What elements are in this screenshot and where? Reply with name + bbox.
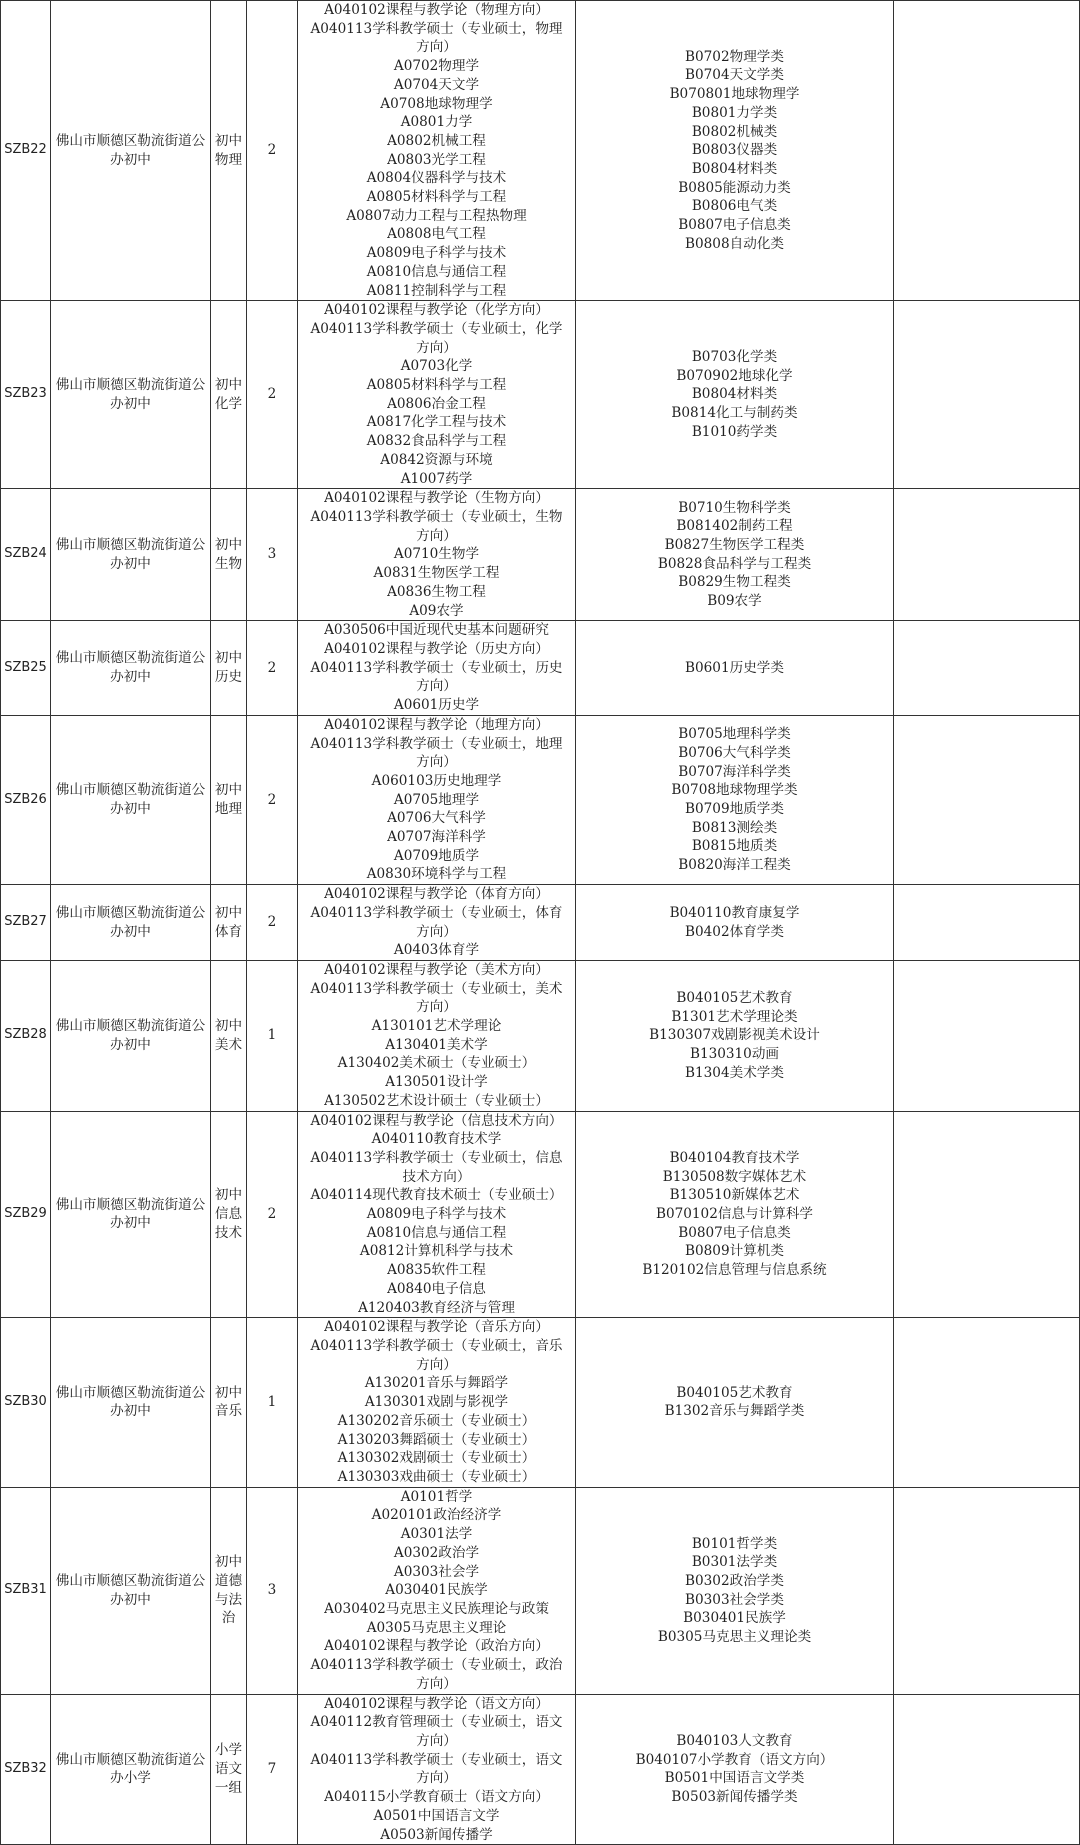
hiring-count: 1 [247,960,298,1111]
hiring-count: 3 [247,1487,298,1694]
postgrad-major: A0801力学 [400,114,473,131]
undergrad-major: B0803仪器类 [691,142,778,159]
remark [894,715,1080,884]
undergrad-major: B0703化学类 [691,349,778,365]
postgrad-major: A040113学科教学硕士（专业硕士，美术方向） [310,980,563,1016]
undergrad-major: B130510新媒体艺术 [669,1187,800,1204]
table-row [1,621,1080,716]
postgrad-majors [298,960,576,1111]
postgrad-majors [298,621,576,716]
subject: 初中化学 [211,301,247,489]
postgrad-major: A130202音乐硕士（专业硕士） [337,1412,536,1429]
postgrad-major: A0810信息与通信工程 [366,1224,507,1241]
postgrad-major: A020101政治经济学 [371,1507,502,1524]
undergrad-major: B1304美术学类 [685,1064,784,1081]
postgrad-major: A040113学科教学硕士（专业硕士，体育方向） [310,904,563,940]
postgrad-major: A0706大气科学 [387,810,486,827]
undergrad-major: B081402制药工程 [676,518,793,535]
hiring-unit: 佛山市顺德区勒流街道公办小学 [51,1694,211,1845]
hiring-count: 2 [247,621,298,716]
postgrad-major: A040102课程与教学论（历史方向） [324,640,549,657]
postgrad-major: A0806冶金工程 [387,395,486,412]
subject: 初中美术 [211,960,247,1111]
postgrad-major: A0303社会学 [393,1563,480,1580]
postgrad-major: A0835软件工程 [387,1262,486,1279]
postgrad-major: A0810信息与通信工程 [366,263,507,280]
undergrad-major: B0804材料类 [691,160,778,177]
postgrad-major: A0705地理学 [393,791,480,808]
undergrad-majors [576,1318,894,1487]
postgrad-majors [298,301,576,489]
undergrad-major: B0807电子信息类 [678,1224,791,1241]
undergrad-major: B0815地质类 [691,838,778,855]
undergrad-major: B0303社会学类 [685,1591,784,1608]
undergrad-major: B0101哲学类 [691,1535,778,1552]
postgrad-major: A0805材料科学与工程 [366,377,507,394]
undergrad-majors [576,1,894,301]
postgrad-major: A130203舞蹈硕士（专业硕士） [337,1431,536,1448]
undergrad-major: B0301法学类 [691,1554,778,1571]
postgrad-major: A0710生物学 [393,546,480,563]
hiring-count: 3 [247,489,298,621]
postgrad-major: A040102课程与教学论（美术方向） [324,961,549,978]
table-row [1,960,1080,1111]
subject: 初中信息技术 [211,1111,247,1318]
undergrad-major: B040107小学教育（语文方向） [635,1751,834,1768]
undergrad-major: B0705地理科学类 [678,726,791,743]
remark [894,621,1080,716]
undergrad-major: B0820海洋工程类 [678,857,791,874]
postgrad-majors [298,715,576,884]
postgrad-major: A0709地质学 [393,847,480,864]
postgrad-majors [298,885,576,961]
undergrad-major: B070801地球物理学 [669,86,800,103]
undergrad-major: B0808自动化类 [685,235,784,252]
table-row [1,885,1080,961]
table-row [1,1487,1080,1694]
position-code: SZB26 [1,715,51,884]
table-row [1,1,1080,301]
subject: 初中道德与法治 [211,1487,247,1694]
postgrad-major: A0707海洋科学 [387,829,486,846]
hiring-unit: 佛山市顺德区勒流街道公办初中 [51,301,211,489]
position-code: SZB30 [1,1318,51,1487]
undergrad-major: B040110教育康复学 [669,904,800,921]
postgrad-major: A120403教育经济与管理 [358,1299,515,1316]
undergrad-major: B120102信息管理与信息系统 [642,1262,827,1279]
hiring-count: 2 [247,1,298,301]
undergrad-major: B0801力学类 [691,104,778,121]
undergrad-major: B1301艺术学理论类 [671,1008,798,1025]
undergrad-major: B040104教育技术学 [669,1149,800,1166]
undergrad-majors [576,715,894,884]
postgrad-major: A040110教育技术学 [371,1131,502,1148]
postgrad-major: A040113学科教学硕士（专业硕士，生物方向） [310,509,563,544]
hiring-unit: 佛山市顺德区勒流街道公办初中 [51,1318,211,1487]
postgrad-major: A0501中国语言文学 [373,1807,500,1824]
hiring-count: 2 [247,1111,298,1318]
postgrad-major: A040102课程与教学论（地理方向） [324,716,549,733]
undergrad-major: B0708地球物理学类 [671,782,798,799]
postgrad-major: A0802机械工程 [387,132,486,149]
hiring-count: 1 [247,1318,298,1487]
undergrad-major: B0809计算机类 [685,1243,784,1260]
undergrad-major: B030401民族学 [683,1610,786,1627]
hiring-unit: 佛山市顺德区勒流街道公办初中 [51,621,211,716]
postgrad-major: A060103历史地理学 [371,772,502,789]
undergrad-major: B0805能源动力类 [678,179,791,196]
postgrad-major: A040102课程与教学论（语文方向） [324,1695,549,1712]
undergrad-majors [576,301,894,489]
undergrad-major: B0813测绘类 [691,819,778,836]
postgrad-major: A040114现代教育技术硕士（专业硕士） [310,1187,563,1204]
postgrad-major: A0817化学工程与技术 [366,414,507,431]
position-code: SZB22 [1,1,51,301]
postgrad-major: A0808电气工程 [387,226,486,243]
table-row [1,715,1080,884]
hiring-count: 2 [247,885,298,961]
table-row [1,301,1080,489]
postgrad-major: A0803光学工程 [387,151,486,168]
postgrad-major: A040112教育管理硕士（专业硕士，语文方向） [310,1714,563,1750]
postgrad-majors [298,1318,576,1487]
undergrad-major: B070902地球化学 [676,367,793,384]
remark [894,885,1080,961]
remark [894,1,1080,301]
undergrad-major: B0807电子信息类 [678,217,791,234]
postgrad-major: A0601历史学 [393,697,480,714]
postgrad-major: A040115小学教育硕士（语文方向） [324,1789,549,1806]
postgrad-major: A0831生物医学工程 [373,565,500,582]
postgrad-major: A130402美术硕士（专业硕士） [337,1055,536,1072]
hiring-unit: 佛山市顺德区勒流街道公办初中 [51,1,211,301]
postgrad-major: A0302政治学 [393,1544,480,1561]
postgrad-major: A040113学科教学硕士（专业硕士，历史方向） [310,659,563,695]
postgrad-major: A0830环境科学与工程 [366,866,507,883]
postgrad-major: A09农学 [409,602,464,619]
remark [894,1111,1080,1318]
postgrad-major: A0836生物工程 [387,583,486,600]
undergrad-majors [576,489,894,621]
postgrad-major: A030401民族学 [385,1582,488,1599]
postgrad-major: A1007药学 [400,470,473,487]
remark [894,1694,1080,1845]
postgrad-major: A130401美术学 [385,1036,488,1053]
position-code: SZB24 [1,489,51,621]
undergrad-major: B130307戏剧影视美术设计 [649,1027,820,1044]
postgrad-major: A040102课程与教学论（物理方向） [324,2,549,18]
subject: 小学语文一组 [211,1694,247,1845]
postgrad-major: A040113学科教学硕士（专业硕士，音乐方向） [310,1338,563,1373]
postgrad-major: A130201音乐与舞蹈学 [364,1375,509,1392]
undergrad-major: B0827生物医学工程类 [664,537,805,554]
undergrad-major: B1010药学类 [691,423,778,440]
postgrad-major: A040102课程与教学论（生物方向） [324,490,549,507]
subject: 初中物理 [211,1,247,301]
postgrad-major: A130101艺术学理论 [371,1018,502,1035]
postgrad-major: A0811控制科学与工程 [366,282,507,299]
postgrad-major: A040102课程与教学论（音乐方向） [324,1319,549,1336]
hiring-unit: 佛山市顺德区勒流街道公办初中 [51,1487,211,1694]
hiring-unit: 佛山市顺德区勒流街道公办初中 [51,885,211,961]
position-code: SZB32 [1,1694,51,1845]
postgrad-majors [298,1694,576,1845]
remark [894,960,1080,1111]
postgrad-major: A130501设计学 [385,1074,488,1091]
undergrad-major: B0710生物科学类 [678,499,791,516]
postgrad-major: A040113学科教学硕士（专业硕士，地理方向） [310,735,563,771]
postgrad-major: A0708地球物理学 [380,95,493,112]
undergrad-major: B0706大气科学类 [678,744,791,761]
postgrad-major: A040113学科教学硕士（专业硕士，化学方向） [310,320,563,356]
postgrad-major: A030402马克思主义民族理论与政策 [324,1600,549,1617]
remark [894,489,1080,621]
subject: 初中历史 [211,621,247,716]
postgrad-major: A130302戏剧硕士（专业硕士） [337,1450,536,1467]
postgrad-major: A040113学科教学硕士（专业硕士，政治方向） [310,1657,563,1692]
postgrad-major: A0807动力工程与工程热物理 [346,207,527,224]
hiring-count: 2 [247,715,298,884]
postgrad-major: A0832食品科学与工程 [366,433,507,450]
postgrad-major: A0809电子科学与技术 [366,1206,507,1223]
postgrad-major: A040113学科教学硕士（专业硕士，信息技术方向） [310,1149,563,1185]
undergrad-major: B0601历史学类 [685,659,784,676]
position-code: SZB28 [1,960,51,1111]
undergrad-major: B0305马克思主义理论类 [657,1629,812,1646]
undergrad-majors [576,1694,894,1845]
postgrad-major: A040113学科教学硕士（专业硕士，物理方向） [310,20,563,56]
undergrad-major: B0709地质学类 [685,800,784,817]
undergrad-majors [576,885,894,961]
undergrad-major: B0802机械类 [691,123,778,140]
postgrad-major: A0704天文学 [393,76,480,93]
undergrad-major: B0702物理学类 [685,48,784,65]
remark [894,1318,1080,1487]
undergrad-major: B0402体育学类 [685,923,784,940]
postgrad-major: A0703化学 [400,358,473,375]
postgrad-major: A040102课程与教学论（政治方向） [324,1638,549,1655]
hiring-unit: 佛山市顺德区勒流街道公办初中 [51,1111,211,1318]
undergrad-major: B040103人文教育 [676,1733,793,1750]
subject: 初中地理 [211,715,247,884]
postgrad-major: A130301戏剧与影视学 [364,1394,509,1411]
subject: 初中生物 [211,489,247,621]
undergrad-major: B0804材料类 [691,386,778,403]
undergrad-major: B0828食品科学与工程类 [657,555,812,572]
postgrad-major: A130303戏曲硕士（专业硕士） [337,1468,536,1485]
postgrad-major: A0842资源与环境 [380,451,493,468]
postgrad-major: A0804仪器科学与技术 [366,170,507,187]
undergrad-major: B09农学 [707,593,762,610]
hiring-unit: 佛山市顺德区勒流街道公办初中 [51,489,211,621]
table-row [1,1111,1080,1318]
undergrad-major: B070102信息与计算科学 [655,1206,814,1223]
hiring-count: 7 [247,1694,298,1845]
table-row [1,489,1080,621]
postgrad-major: A0503新闻传播学 [380,1826,493,1843]
postgrad-major: A130502艺术设计硕士（专业硕士） [324,1092,549,1109]
hiring-unit: 佛山市顺德区勒流街道公办初中 [51,715,211,884]
position-code: SZB23 [1,301,51,489]
postgrad-major: A030506中国近现代史基本问题研究 [324,622,549,639]
hiring-count: 2 [247,301,298,489]
postgrad-major: A0702物理学 [393,58,480,75]
undergrad-major: B1302音乐与舞蹈学类 [664,1403,805,1420]
postgrad-major: A0809电子科学与技术 [366,245,507,262]
postgrad-major: A0840电子信息 [387,1280,486,1297]
position-code: SZB27 [1,885,51,961]
undergrad-major: B040105艺术教育 [676,989,793,1006]
postgrad-major: A040102课程与教学论（化学方向） [324,302,549,319]
postgrad-majors [298,489,576,621]
undergrad-major: B0302政治学类 [685,1572,784,1589]
position-code: SZB25 [1,621,51,716]
table-body [1,1,1080,1845]
postgrad-majors [298,1,576,301]
postgrad-majors [298,1487,576,1694]
postgrad-major: A040102课程与教学论（体育方向） [324,886,549,903]
undergrad-major: B0704天文学类 [685,67,784,84]
undergrad-major: B0707海洋科学类 [678,763,791,780]
hiring-unit: 佛山市顺德区勒流街道公办初中 [51,960,211,1111]
undergrad-majors [576,960,894,1111]
postgrad-majors [298,1111,576,1318]
postgrad-major: A0305马克思主义理论 [366,1619,507,1636]
postgrad-major: A0805材料科学与工程 [366,189,507,206]
undergrad-major: B0829生物工程类 [678,574,791,591]
position-code: SZB31 [1,1487,51,1694]
undergrad-major: B0503新闻传播学类 [671,1789,798,1806]
postgrad-major: A0301法学 [400,1526,473,1543]
undergrad-major: B0806电气类 [691,198,778,215]
subject: 初中音乐 [211,1318,247,1487]
subject: 初中体育 [211,885,247,961]
remark [894,301,1080,489]
postgrad-major: A040113学科教学硕士（专业硕士，语文方向） [310,1751,563,1787]
table-row [1,1694,1080,1845]
undergrad-majors [576,1111,894,1318]
postgrad-major: A0403体育学 [393,942,480,959]
postgrad-major: A040102课程与教学论（信息技术方向） [310,1112,563,1129]
postgrad-major: A0101哲学 [400,1488,473,1505]
undergrad-majors [576,621,894,716]
remark [894,1487,1080,1694]
position-code: SZB29 [1,1111,51,1318]
undergrad-major: B0814化工与制药类 [671,405,798,422]
undergrad-major: B0501中国语言文学类 [664,1770,805,1787]
undergrad-major: B130508数字媒体艺术 [662,1168,807,1185]
undergrad-majors [576,1487,894,1694]
table-row [1,1318,1080,1487]
undergrad-major: B130310动画 [689,1046,780,1063]
undergrad-major: B040105艺术教育 [676,1384,793,1401]
postgrad-major: A0812计算机科学与技术 [359,1243,514,1260]
